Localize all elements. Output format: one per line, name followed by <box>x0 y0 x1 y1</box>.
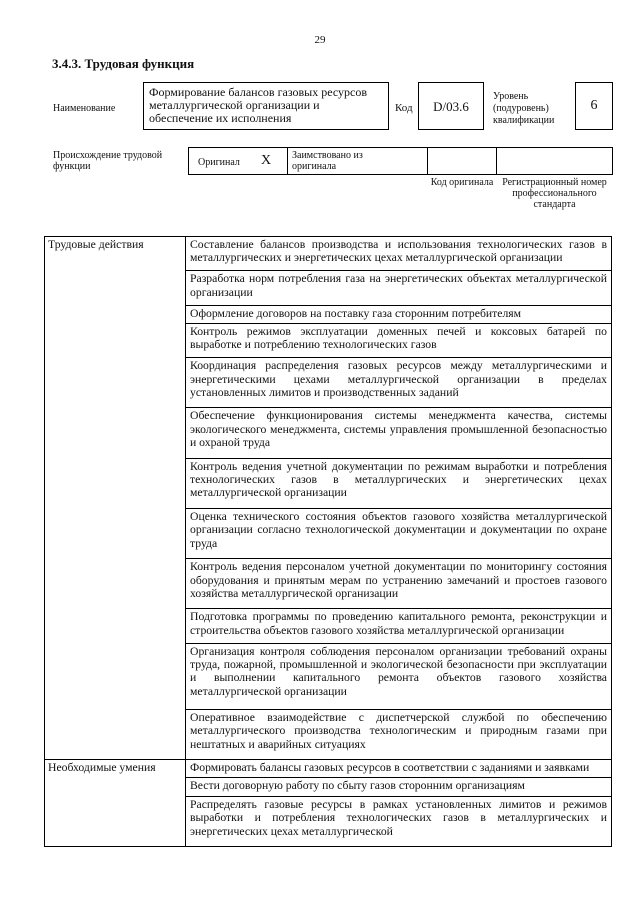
level-value: 6 <box>590 98 598 113</box>
table-cell: Организация контроля соблюдения персоналом организации требований охраны труда, пожарной, промышленной и экологической безопасности при эксплуатации и выполнении капитального ремонта объектов газового хозяйства металлургической организации <box>186 643 612 709</box>
reg-number-cell <box>496 147 613 175</box>
original-cell <box>188 147 288 175</box>
borrowed-cell <box>287 147 428 175</box>
requirements-table <box>44 236 612 847</box>
level-label: Уровень (подуровень) квалификации <box>493 91 555 126</box>
name-value: Формирование балансов газовых ресурсов металлургической организации и обеспечение их исполнения <box>149 85 368 125</box>
name-value-box <box>143 82 389 130</box>
code-caption: Код оригинала <box>430 177 494 188</box>
table-cell: Контроль ведения учетной документации по режимам выработки и потребления технологических газов в металлургических и энергетических цехах металлургической организации <box>186 458 612 508</box>
table-cell: Оформление договоров на поставку газа сторонним потребителям <box>186 305 612 323</box>
table-row <box>45 760 612 778</box>
table-cell: Разработка норм потребления газа на энергетических объектах металлургической организации <box>186 271 612 305</box>
table-row <box>45 237 612 271</box>
table-cell: Составление балансов производства и использования технологических газов в металлургических и энергетических цехах металлургической организации <box>186 237 612 271</box>
code-value-box <box>418 82 484 130</box>
table-cell: Оперативное взаимодействие с диспетчерской службой по обеспечению металлургического производства технологическим и природным газами при нештатных и аварийных ситуациях <box>186 709 612 759</box>
original-mark: X <box>261 153 272 168</box>
table-cell: Координация распределения газовых ресурсов между металлургическими и энергетическими цехами металлургической организации в пределах установленных лимитов и производственных заданий <box>186 358 612 408</box>
code-label: Код <box>395 102 413 114</box>
origin-label: Происхождение трудовой функции <box>53 150 163 172</box>
table-cell: Контроль ведения персоналом учетной документации по мониторингу состояния оборудования и принятым мерам по устранению замечаний и простоев газового хозяйства металлургической организации <box>186 559 612 609</box>
table-cell: Контроль режимов эксплуатации доменных печей и коксовых батарей по выработке и потреблению технологических газов <box>186 323 612 357</box>
section-heading: 3.4.3. Трудовая функция <box>52 56 195 71</box>
table-cell: Формировать балансы газовых ресурсов в соответствии с заданиями и заявками <box>186 760 612 778</box>
reg-caption: Регистрационный номер профессионального стандарта <box>502 177 607 210</box>
level-value-box <box>575 82 613 130</box>
code-value: D/03.6 <box>433 99 469 114</box>
borrowed-label: Заимствовано из оригинала <box>292 150 363 172</box>
table-cell: Подготовка программы по проведению капитального ремонта, реконструкции и строительства объектов газового хозяйства металлургической организации <box>186 609 612 643</box>
table-cell: Обеспечение функционирования системы менеджмента качества, системы экологического менеджмента, системы управления промышленной безопасностью и охраной труда <box>186 408 612 458</box>
origin-code-cell <box>427 147 497 175</box>
page-number: 29 <box>314 34 326 46</box>
category-cell: Необходимые умения <box>45 760 186 847</box>
table-cell: Вести договорную работу по сбыту газов сторонним организациям <box>186 778 612 796</box>
original-label: Оригинал <box>198 157 240 168</box>
category-cell: Трудовые действия <box>45 237 186 760</box>
table-cell: Оценка технического состояния объектов газового хозяйства металлургической организации согласно технологической документации и документации по охране труда <box>186 508 612 558</box>
table-cell: Распределять газовые ресурсы в рамках установленных лимитов и режимов выработки и потребления технологических газов в металлургических и энергетических цехах металлургической <box>186 796 612 846</box>
name-label: Наименование <box>53 103 116 114</box>
